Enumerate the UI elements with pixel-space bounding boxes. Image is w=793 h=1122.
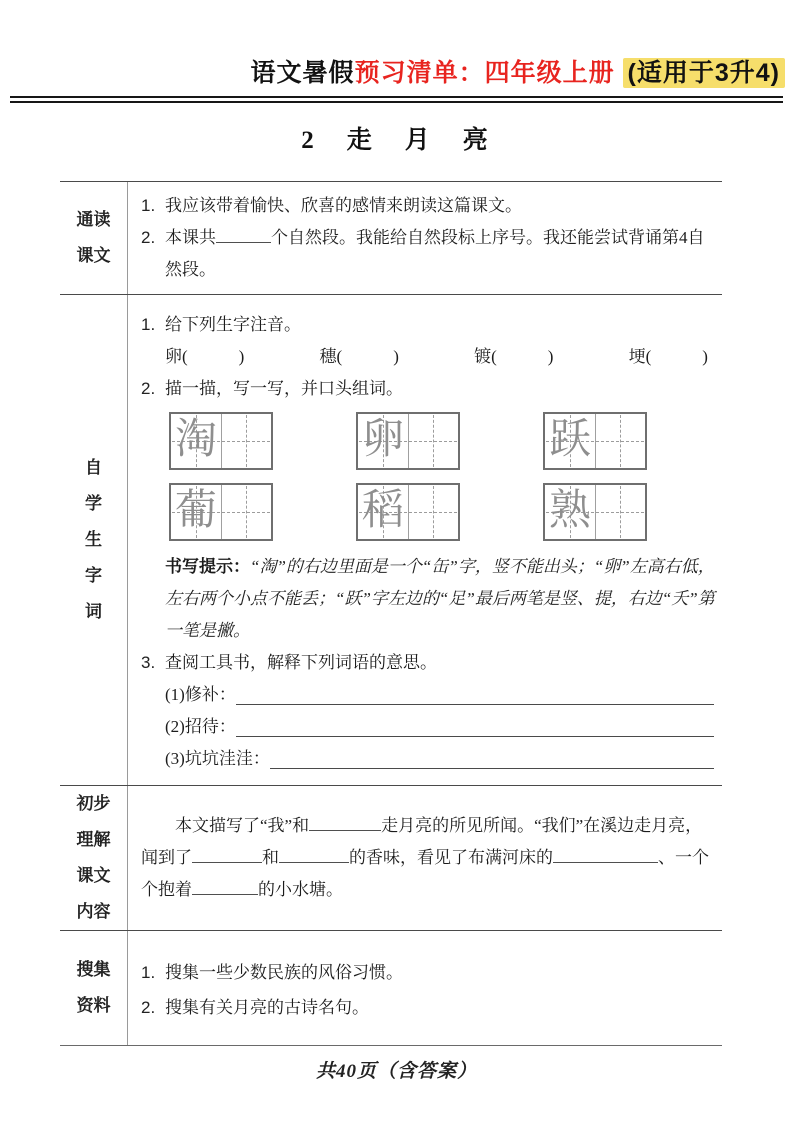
worksheet-table	[60, 181, 722, 1046]
list-item	[141, 373, 718, 405]
trace-character: 跃	[548, 417, 591, 464]
row-comprehension	[60, 785, 722, 930]
grid-guide-line	[433, 486, 434, 538]
item-number: 1.	[141, 315, 156, 334]
row-read-aloud	[60, 181, 722, 294]
definition-label: (1)修补：	[165, 685, 236, 704]
list-item	[141, 222, 718, 286]
pinyin-exercise-line	[165, 341, 718, 373]
item-number: 2.	[141, 379, 156, 398]
paragraph-segment: 和	[262, 848, 279, 867]
practice-grid-box	[543, 483, 647, 541]
writing-tip-text: “淘”的右边里面是一个“缶”字，竖不能出头；“卵”左高右低，左右两个小点不能丢；“跃”字左边的“足”最后两笔是竖、提，右边“夭”第一笔是撇。	[165, 557, 715, 640]
pinyin-item: 镀( )	[474, 347, 554, 366]
fill-in-blank	[309, 816, 381, 831]
row-label-collect	[60, 931, 128, 1045]
item-number: 3.	[141, 653, 156, 672]
fill-in-blank	[236, 679, 714, 705]
row-label-line: 词	[85, 602, 102, 621]
practice-grid-box	[356, 483, 460, 541]
definition-label: (3)坑坑洼洼：	[165, 749, 270, 768]
paragraph-segment: 的小水塘。	[258, 880, 343, 899]
row-label-line: 通读	[76, 210, 111, 229]
pinyin-item: 卵( )	[165, 347, 245, 366]
definition-line	[165, 679, 718, 711]
writing-tip-label: 书写提示：	[165, 557, 250, 576]
fill-in-blank	[192, 848, 262, 863]
row-label-line: 资料	[76, 996, 111, 1015]
row-content-comprehension	[128, 786, 722, 930]
row-collect-materials	[60, 930, 722, 1046]
item-text	[165, 222, 718, 286]
practice-grid-box	[543, 412, 647, 470]
header-series-name: 语文暑假	[250, 59, 355, 87]
row-label-read-aloud	[60, 182, 128, 294]
fill-in-blank	[192, 880, 258, 895]
item-number: 2.	[141, 228, 156, 247]
item-text-segment: 本课共	[165, 228, 216, 247]
list-item	[141, 309, 718, 341]
row-label-line: 学	[85, 494, 102, 513]
row-label-self-study	[60, 295, 128, 785]
character-practice-grids	[169, 412, 647, 541]
practice-grid-box	[169, 412, 273, 470]
row-content-read-aloud	[128, 182, 722, 294]
row-content-self-study	[128, 295, 722, 785]
paragraph-segment: 、一个个抱着	[141, 848, 709, 899]
item-number: 1.	[141, 963, 156, 982]
practice-grid-box	[169, 483, 273, 541]
pinyin-item: 埂( )	[628, 347, 708, 366]
row-label-line: 搜集	[76, 960, 111, 979]
trace-character: 葡	[174, 488, 217, 535]
item-number: 2.	[141, 998, 156, 1017]
row-label-line: 初步	[76, 794, 111, 813]
row-label-line: 课文	[76, 246, 111, 265]
fill-in-blank	[270, 743, 714, 769]
list-item	[141, 190, 718, 222]
grid-guide-line	[620, 415, 621, 467]
comprehension-paragraph	[141, 810, 718, 906]
trace-character: 淘	[174, 417, 217, 464]
item-text: 搜集一些少数民族的风俗习惯。	[165, 963, 403, 982]
fill-in-blank	[553, 848, 658, 863]
item-text: 我应该带着愉快、欣喜的感情来朗读这篇课文。	[165, 196, 522, 215]
row-self-study-words	[60, 294, 722, 785]
fill-in-blank	[216, 228, 271, 243]
item-text: 描一描，写一写，并口头组词。	[165, 379, 403, 398]
page-footer: 共40页（含答案）	[315, 1061, 477, 1082]
item-text: 搜集有关月亮的古诗名句。	[165, 998, 369, 1017]
item-text: 给下列生字注音。	[165, 315, 301, 334]
paragraph-segment: 本文描写了“我”和	[175, 816, 310, 835]
item-text-segment: 个自然段。我能给自然段标上序号。我还能尝试背诵第4自然段。	[165, 228, 705, 279]
grid-guide-line	[246, 415, 247, 467]
header-series-subtitle: 预习清单：四年级上册	[354, 59, 615, 87]
paragraph-segment: 走月亮的所见所闻。“我们”在溪边走月亮，闻到了	[141, 816, 703, 867]
practice-grid-box	[356, 412, 460, 470]
row-label-line: 生	[85, 530, 102, 549]
trace-character: 稻	[361, 488, 404, 535]
header-divider	[10, 96, 783, 103]
definition-line	[165, 711, 718, 743]
list-item	[141, 647, 718, 679]
trace-character: 卵	[361, 417, 404, 464]
fill-in-blank	[279, 848, 349, 863]
row-label-line: 课文	[76, 866, 111, 885]
row-content-collect	[128, 931, 722, 1045]
row-label-line: 字	[85, 566, 102, 585]
trace-character: 熟	[548, 488, 591, 535]
row-label-line: 理解	[76, 830, 111, 849]
lesson-title: 2 走 月 亮	[301, 127, 492, 154]
definition-line	[165, 743, 718, 775]
grid-row	[169, 483, 647, 541]
item-number: 1.	[141, 196, 156, 215]
grid-guide-line	[246, 486, 247, 538]
fill-in-blank	[236, 711, 714, 737]
definition-label: (2)招待：	[165, 717, 236, 736]
item-text: 查阅工具书，解释下列词语的意思。	[165, 653, 437, 672]
list-item	[141, 990, 718, 1025]
paragraph-segment: 的香味，看见了布满河床的	[349, 848, 553, 867]
header-grade-badge: (适用于3升4)	[623, 58, 785, 88]
row-label-line: 内容	[76, 902, 111, 921]
grid-row	[169, 412, 647, 470]
grid-guide-line	[620, 486, 621, 538]
pinyin-item: 穗( )	[319, 347, 399, 366]
page-header	[251, 58, 785, 88]
grid-guide-line	[433, 415, 434, 467]
row-label-line: 自	[85, 458, 102, 477]
writing-tip	[165, 551, 718, 647]
list-item	[141, 955, 718, 990]
row-label-comprehension	[60, 786, 128, 930]
